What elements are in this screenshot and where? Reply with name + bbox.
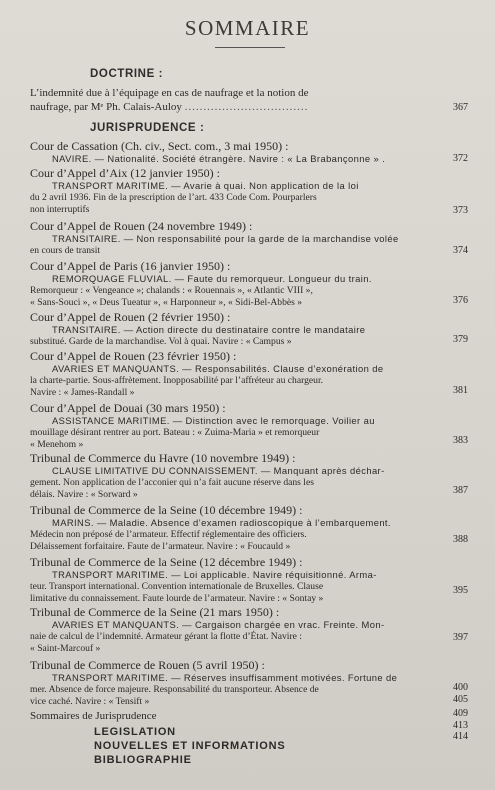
court-heading: Cour d’Appel de Rouen (23 février 1950) : — [30, 349, 237, 363]
page-number: 397 — [453, 632, 468, 643]
toc-entry — [30, 166, 430, 217]
page-number: 387 — [453, 485, 468, 496]
entry-line: REMORQUAGE FLUVIAL. — Faute du remorqueur. Longueur du train. — [52, 273, 372, 284]
page-number: 372 — [453, 153, 468, 164]
page-number: 373 — [453, 205, 468, 216]
entry-line: TRANSPORT MARITIME. — Loi applicable. Navire réquisitionné. Arma- — [52, 569, 377, 580]
court-heading: Tribunal de Commerce de la Seine (21 mars 1950) : — [30, 605, 280, 619]
section-heading-doctrine: DOCTRINE : — [90, 68, 164, 80]
entry-line: teur. Transport international. Convention internationale de Bruxelles. Clause — [30, 581, 324, 593]
page-number: 367 — [453, 102, 468, 113]
toc-entry — [30, 605, 430, 656]
toc-entry — [30, 451, 430, 502]
toc-entry — [30, 219, 430, 257]
entry-line: vice caché. Navire : « Tensift » — [30, 696, 150, 708]
court-heading: Cour d’Appel de Rouen (24 novembre 1949) : — [30, 219, 253, 233]
entry-line: « Sans-Souci », « Deus Tueatur », « Harponneur », « Sidi-Bel-Abbès » — [30, 297, 303, 309]
section-bibliographie: BIBLIOGRAPHIE — [94, 754, 192, 766]
entry-line: non interruptifs — [30, 204, 90, 216]
entry-line: la charte-partie. Sous-affrètement. Inopposabilité par l’affréteur au chargeur. — [30, 375, 324, 387]
page-number: 388 — [453, 534, 468, 545]
entry-line: Délaissement forfaitaire. Faute de l’armateur. Navire : « Foucauld » — [30, 541, 291, 553]
entry-line: MARINS. — Maladie. Absence d’examen radioscopique à l’embarquement. — [52, 517, 391, 528]
entry-line: gement. Non application de l’acconier qui n’a fait aucune réserve dans les — [30, 477, 314, 489]
toc-entry — [30, 401, 430, 452]
title-divider — [215, 47, 285, 48]
court-heading: Cour d’Appel de Douai (30 mars 1950) : — [30, 401, 226, 415]
entry-line: TRANSITAIRE. — Action directe du destinataire contre le mandataire — [52, 324, 366, 335]
page-number: 409 — [453, 708, 468, 719]
entry-line: mouillage désirant rentrer au port. Bateau : « Zuima-Maria » et remorqueur — [30, 427, 320, 439]
page-title: SOMMAIRE — [184, 16, 311, 40]
entry-line: substitué. Garde de la marchandise. Vol à quai. Navire : « Campus » — [30, 336, 292, 348]
court-heading: Tribunal de Commerce de Rouen (5 avril 1950) : — [30, 658, 265, 672]
court-heading: Tribunal de Commerce de la Seine (10 décembre 1949) : — [30, 503, 303, 517]
entry-line: naie de calcul de l’indemnité. Armateur gérant la flotte d’État. Navire : — [30, 631, 302, 643]
entry-line: limitative du connaissement. Faute lourde de l’armateur. Navire : « Sontay » — [30, 593, 324, 605]
page-number: 405 — [453, 694, 468, 705]
page-number: 381 — [453, 385, 468, 396]
toc-entry — [30, 555, 430, 606]
toc-entry — [30, 139, 430, 165]
doctrine-entry — [30, 86, 430, 114]
entry-line: NAVIRE. — Nationalité. Société étrangère. Navire : « La Brabançonne » . — [52, 153, 386, 164]
entry-line: CLAUSE LIMITATIVE DU CONNAISSEMENT. — Manquant après déchar- — [52, 465, 385, 476]
leader-dots: ................................. — [184, 101, 309, 113]
court-heading: Cour d’Appel d’Aix (12 janvier 1950) : — [30, 166, 220, 180]
court-heading: Tribunal de Commerce de la Seine (12 décembre 1949) : — [30, 555, 303, 569]
entry-line: AVARIES ET MANQUANTS. — Cargaison chargée en vrac. Freinte. Mon- — [52, 619, 385, 630]
entry-line: Remorqueur : « Vengeance »; chalands : « Rouennais », « Atlantic VIII », — [30, 285, 313, 297]
entry-line: du 2 avril 1936. Fin de la prescription de l’art. 433 Code Com. Pourparlers — [30, 192, 317, 204]
court-heading: Cour de Cassation (Ch. civ., Sect. com., 3 mai 1950) : — [30, 139, 289, 153]
page-number: 413 — [453, 720, 468, 731]
entry-line: TRANSITAIRE. — Non responsabilité pour la garde de la marchandise volée — [52, 233, 399, 244]
entry-line: TRANSPORT MARITIME. — Réserves insuffisamment motivées. Fortune de — [52, 672, 398, 683]
page-number: 383 — [453, 435, 468, 446]
toc-entry — [30, 658, 430, 709]
sommaires-jurisprudence: Sommaires de Jurisprudence — [30, 710, 157, 722]
court-heading: Cour d’Appel de Paris (16 janvier 1950) : — [30, 259, 231, 273]
entry-line: mer. Absence de force majeure. Responsabilité du transporteur. Absence de — [30, 684, 319, 696]
toc-entry — [30, 310, 430, 348]
entry-line: Navire : « James-Randall » — [30, 387, 135, 399]
doctrine-line: L’indemnité due à l’équipage en cas de naufrage et la notion de — [30, 87, 309, 99]
entry-line: AVARIES ET MANQUANTS. — Responsabilités. Clause d’exonération de — [52, 363, 384, 374]
toc-entry — [30, 503, 430, 554]
toc-entry — [30, 349, 430, 400]
court-heading: Cour d’Appel de Rouen (2 février 1950) : — [30, 310, 231, 324]
entry-line: « Menehom » — [30, 439, 84, 451]
section-nouvelles-informations: NOUVELLES ET INFORMATIONS — [94, 740, 286, 752]
doctrine-line: naufrage, par Mᵉ Ph. Calais-Auloy — [30, 101, 182, 113]
page-number: 400 — [453, 682, 468, 693]
entry-line: ASSISTANCE MARITIME. — Distinction avec le remorquage. Voilier au — [52, 415, 375, 426]
entry-line: Médecin non préposé de l’armateur. Effectif réglementaire des officiers. — [30, 529, 307, 541]
entry-line: « Saint-Marcouf » — [30, 643, 101, 655]
toc-entry — [30, 259, 430, 310]
entry-line: en cours de transit — [30, 245, 101, 257]
entry-line: TRANSPORT MARITIME. — Avarie à quai. Non application de la loi — [52, 180, 359, 191]
entry-line: délais. Navire : « Sorward » — [30, 489, 138, 501]
court-heading: Tribunal de Commerce du Havre (10 novembre 1949) : — [30, 451, 296, 465]
page-number: 414 — [453, 731, 468, 742]
page-number: 374 — [453, 245, 468, 256]
page-number: 379 — [453, 334, 468, 345]
section-heading-jurisprudence: JURISPRUDENCE : — [90, 122, 205, 134]
page-number: 376 — [453, 295, 468, 306]
section-legislation: LEGISLATION — [94, 726, 176, 738]
page-number: 395 — [453, 585, 468, 596]
